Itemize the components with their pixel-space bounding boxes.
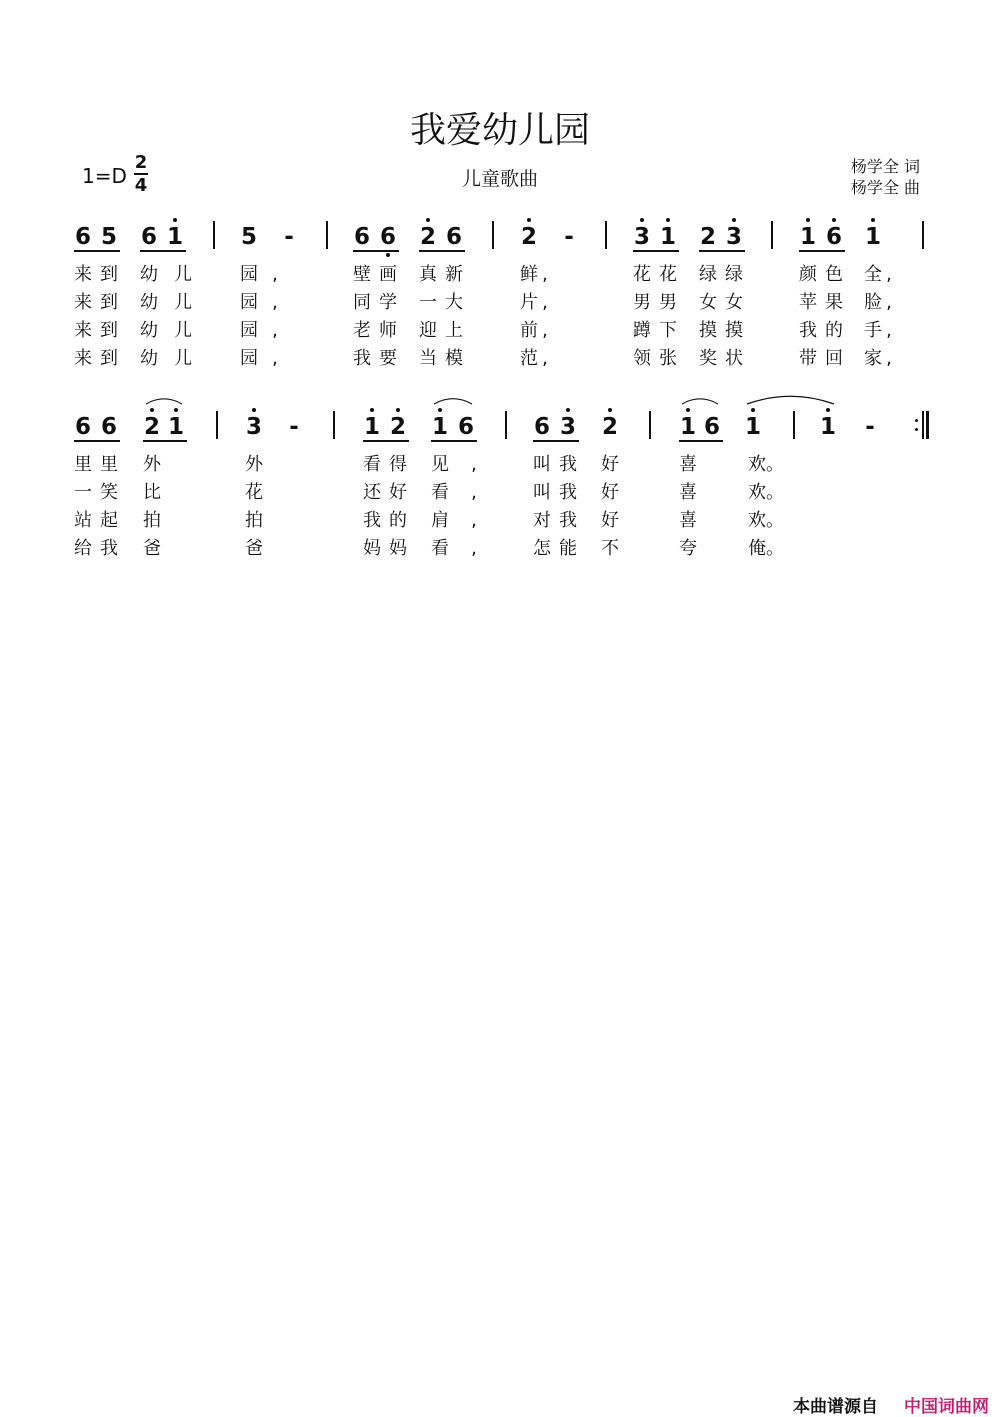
note-digit: 1	[864, 224, 881, 250]
sustain-dash: -	[865, 414, 875, 440]
lyric-character: 男	[659, 292, 677, 313]
lyric-character: 手	[864, 320, 882, 341]
octave-dot-high	[751, 408, 755, 412]
lyric-character: 学	[379, 292, 397, 313]
barline	[216, 411, 218, 439]
lyric-character: 颜	[799, 264, 817, 285]
lyric-character: 的	[389, 510, 407, 531]
time-signature-bottom: 4	[134, 174, 148, 196]
genre-subtitle: 儿童歌曲	[461, 168, 538, 190]
key-signature: 1=D	[82, 164, 127, 188]
lyric-character: ,	[542, 320, 548, 341]
lyric-character: 喜	[679, 510, 697, 531]
lyric-character: 欢。	[748, 510, 784, 531]
lyric-character: 起	[100, 510, 118, 531]
final-barline-thick	[926, 411, 929, 439]
lyric-character: ,	[886, 320, 892, 341]
lyric-character: 上	[445, 320, 463, 341]
lyric-character: 不	[601, 538, 619, 559]
sustain-dash: -	[284, 224, 294, 250]
lyric-character: 我	[363, 510, 381, 531]
note-digit: 1	[799, 224, 816, 250]
lyric-character: 花	[633, 264, 651, 285]
barline	[922, 221, 924, 249]
lyric-character: 的	[825, 320, 843, 341]
lyric-character: 看	[363, 454, 381, 475]
time-signature-top: 2	[134, 152, 148, 173]
note-digit: 6	[457, 414, 474, 440]
note-digit: 2	[143, 414, 160, 440]
note-digit: 2	[699, 224, 716, 250]
lyric-character: 真	[419, 264, 437, 285]
note-digit: 6	[825, 224, 842, 250]
lyric-character: 师	[379, 320, 397, 341]
lyric-character: ,	[272, 264, 278, 285]
lyric-character: 全	[864, 264, 882, 285]
octave-dot-high	[806, 218, 810, 222]
lyric-character: ,	[542, 292, 548, 313]
lyric-character: 能	[559, 538, 577, 559]
lyric-character: 迎	[419, 320, 437, 341]
lyricist-credit: 杨学全 词	[850, 157, 920, 176]
lyric-character: 模	[445, 348, 463, 369]
slur-arc	[682, 399, 718, 404]
note-digit: 1	[166, 224, 183, 250]
lyric-character: ,	[272, 348, 278, 369]
lyric-character: ,	[886, 348, 892, 369]
lyric-character: 当	[419, 348, 437, 369]
lyric-character: 幼	[140, 348, 158, 369]
lyric-character: 壁	[353, 264, 371, 285]
lyric-character: 我	[559, 510, 577, 531]
barline	[605, 221, 607, 249]
lyric-character: 园	[240, 292, 258, 313]
note-digit: 6	[140, 224, 157, 250]
lyric-character: 我	[559, 454, 577, 475]
lyric-character: 要	[379, 348, 397, 369]
lyric-character: ,	[471, 538, 477, 559]
lyric-character: 蹲	[633, 320, 651, 341]
lyric-character: 同	[353, 292, 371, 313]
lyric-character: 好	[601, 454, 619, 475]
octave-dot-high	[396, 408, 400, 412]
lyric-character: 苹	[799, 292, 817, 313]
octave-dot-high	[826, 408, 830, 412]
lyric-character: 拍	[143, 510, 161, 531]
note-digit: 6	[100, 414, 117, 440]
barline	[771, 221, 773, 249]
lyric-character: 叫	[533, 454, 551, 475]
note-digit: 1	[819, 414, 836, 440]
repeat-dot	[915, 419, 918, 422]
lyric-character: 喜	[679, 454, 697, 475]
lyric-character: 到	[100, 320, 118, 341]
lyric-character: 到	[100, 292, 118, 313]
lyric-character: ,	[886, 292, 892, 313]
lyric-character: 家	[864, 348, 882, 369]
lyric-character: 妈	[389, 538, 407, 559]
lyric-character: 喜	[679, 482, 697, 503]
lyric-character: 见	[431, 454, 449, 475]
lyric-character: 状	[725, 348, 743, 369]
lyric-character: 园	[240, 264, 258, 285]
note-digit: 1	[659, 224, 676, 250]
octave-dot-high	[566, 408, 570, 412]
octave-dot-high	[608, 408, 612, 412]
barline	[492, 221, 494, 249]
octave-dot-high	[666, 218, 670, 222]
barline	[213, 221, 215, 249]
lyric-character: 好	[601, 482, 619, 503]
lyric-character: ,	[272, 320, 278, 341]
lyric-character: 好	[601, 510, 619, 531]
lyric-character: 肩	[431, 510, 449, 531]
lyric-character: 来	[74, 348, 92, 369]
sustain-dash: -	[289, 414, 299, 440]
lyric-character: 领	[633, 348, 651, 369]
lyric-character: 我	[100, 538, 118, 559]
lyric-character: 儿	[174, 320, 192, 341]
note-digit: 6	[379, 224, 396, 250]
eighth-note-beam	[363, 440, 409, 442]
lyric-character: 爸	[245, 538, 263, 559]
slur-arc	[146, 399, 182, 404]
note-digit: 2	[601, 414, 618, 440]
lyric-character: 脸	[864, 292, 882, 313]
lyric-character: 新	[445, 264, 463, 285]
lyric-character: 张	[659, 348, 677, 369]
octave-dot-high	[527, 218, 531, 222]
lyric-character: 里	[74, 454, 92, 475]
lyric-character: 大	[445, 292, 463, 313]
note-digit: 3	[245, 414, 262, 440]
eighth-note-beam	[799, 250, 845, 252]
barline	[793, 411, 795, 439]
lyric-character: 果	[825, 292, 843, 313]
lyric-character: 外	[143, 454, 161, 475]
octave-dot-high	[438, 408, 442, 412]
note-digit: 6	[74, 414, 91, 440]
note-digit: 3	[633, 224, 650, 250]
lyric-character: 前	[520, 320, 538, 341]
lyric-character: 园	[240, 320, 258, 341]
lyric-character: 外	[245, 454, 263, 475]
lyric-character: ,	[272, 292, 278, 313]
octave-dot-high	[686, 408, 690, 412]
lyric-character: 园	[240, 348, 258, 369]
octave-dot-high	[832, 218, 836, 222]
octave-dot-high	[150, 408, 154, 412]
lyric-character: ,	[471, 482, 477, 503]
lyric-character: 我	[353, 348, 371, 369]
lyric-character: 里	[100, 454, 118, 475]
note-digit: 1	[363, 414, 380, 440]
lyric-character: 给	[74, 538, 92, 559]
lyric-character: 片	[520, 292, 538, 313]
lyric-character: 欢。	[748, 482, 784, 503]
lyric-character: 来	[74, 264, 92, 285]
note-digit: 6	[703, 414, 720, 440]
lyric-character: 夸	[679, 538, 697, 559]
lyric-character: 对	[533, 510, 551, 531]
lyric-character: 爸	[143, 538, 161, 559]
lyric-character: 画	[379, 264, 397, 285]
lyric-character: 儿	[174, 292, 192, 313]
barline	[649, 411, 651, 439]
octave-dot-high	[871, 218, 875, 222]
lyric-character: 儿	[174, 348, 192, 369]
note-digit: 1	[431, 414, 448, 440]
octave-dot-high	[426, 218, 430, 222]
lyric-character: 女	[699, 292, 717, 313]
lyric-character: 老	[353, 320, 371, 341]
lyric-character: 带	[799, 348, 817, 369]
lyric-character: 笑	[100, 482, 118, 503]
lyric-character: 鲜	[520, 264, 538, 285]
lyric-character: 我	[799, 320, 817, 341]
lyric-character: 幼	[140, 264, 158, 285]
octave-dot-high	[252, 408, 256, 412]
note-digit: 3	[559, 414, 576, 440]
lyric-character: 到	[100, 264, 118, 285]
eighth-note-beam	[679, 440, 723, 442]
barline	[922, 411, 924, 439]
eighth-note-beam	[74, 250, 120, 252]
note-digit: 6	[533, 414, 550, 440]
lyric-character: 看	[431, 538, 449, 559]
lyric-character: 我	[559, 482, 577, 503]
note-digit: 1	[744, 414, 761, 440]
lyric-character: 看	[431, 482, 449, 503]
song-title: 我爱幼儿园	[409, 110, 590, 151]
lyric-character: 俺。	[748, 538, 784, 559]
lyric-character: 绿	[699, 264, 717, 285]
octave-dot-high	[174, 408, 178, 412]
lyric-character: 拍	[245, 510, 263, 531]
lyric-character: 绿	[725, 264, 743, 285]
lyric-character: 来	[74, 292, 92, 313]
eighth-note-beam	[419, 250, 465, 252]
lyric-character: 花	[245, 482, 263, 503]
note-digit: 1	[679, 414, 696, 440]
lyric-character: 叫	[533, 482, 551, 503]
note-digit: 6	[445, 224, 462, 250]
lyric-character: 儿	[174, 264, 192, 285]
lyric-character: 范	[520, 348, 538, 369]
lyric-character: ,	[471, 510, 477, 531]
slur-arc	[747, 396, 834, 404]
lyric-character: 幼	[140, 292, 158, 313]
lyric-character: 奖	[699, 348, 717, 369]
footer-site-link[interactable]: 中国词曲网	[904, 1397, 989, 1417]
octave-dot-high	[640, 218, 644, 222]
note-digit: 5	[100, 224, 117, 250]
lyric-character: 摸	[699, 320, 717, 341]
lyric-character: 怎	[533, 538, 551, 559]
lyric-character: ,	[542, 348, 548, 369]
lyric-character: 色	[825, 264, 843, 285]
lyric-character: 到	[100, 348, 118, 369]
octave-dot-high	[370, 408, 374, 412]
lyric-character: ,	[471, 454, 477, 475]
lyric-character: 一	[419, 292, 437, 313]
eighth-note-beam	[533, 440, 579, 442]
lyric-character: 摸	[725, 320, 743, 341]
slur-arc	[434, 399, 472, 404]
lyric-character: ,	[542, 264, 548, 285]
note-digit: 3	[725, 224, 742, 250]
lyric-character: 花	[659, 264, 677, 285]
lyric-character: ,	[886, 264, 892, 285]
barline	[333, 411, 335, 439]
sustain-dash: -	[564, 224, 574, 250]
note-digit: 6	[74, 224, 91, 250]
eighth-note-beam	[633, 250, 679, 252]
barline	[326, 221, 328, 249]
lyric-character: 女	[725, 292, 743, 313]
lyric-character: 站	[74, 510, 92, 531]
lyric-character: 来	[74, 320, 92, 341]
note-digit: 2	[419, 224, 436, 250]
eighth-note-beam	[699, 250, 745, 252]
lyric-character: 比	[143, 482, 161, 503]
lyric-character: 下	[659, 320, 677, 341]
lyric-character: 好	[389, 482, 407, 503]
lyric-character: 还	[363, 482, 381, 503]
note-digit: 2	[520, 224, 537, 250]
octave-dot-low	[386, 253, 390, 257]
barline	[505, 411, 507, 439]
octave-dot-high	[173, 218, 177, 222]
footer-source-label: 本曲谱源自	[793, 1397, 878, 1417]
lyric-character: 欢。	[748, 454, 784, 475]
lyric-character: 得	[389, 454, 407, 475]
lyric-character: 男	[633, 292, 651, 313]
note-digit: 1	[167, 414, 184, 440]
lyric-character: 一	[74, 482, 92, 503]
eighth-note-beam	[353, 250, 399, 252]
eighth-note-beam	[143, 440, 187, 442]
octave-dot-high	[732, 218, 736, 222]
lyric-character: 幼	[140, 320, 158, 341]
note-digit: 2	[389, 414, 406, 440]
eighth-note-beam	[140, 250, 186, 252]
note-digit: 5	[240, 224, 257, 250]
repeat-dot	[915, 428, 918, 431]
eighth-note-beam	[431, 440, 477, 442]
eighth-note-beam	[74, 440, 120, 442]
composer-credit: 杨学全 曲	[850, 178, 920, 197]
lyric-character: 妈	[363, 538, 381, 559]
lyric-character: 回	[825, 348, 843, 369]
note-digit: 6	[353, 224, 370, 250]
